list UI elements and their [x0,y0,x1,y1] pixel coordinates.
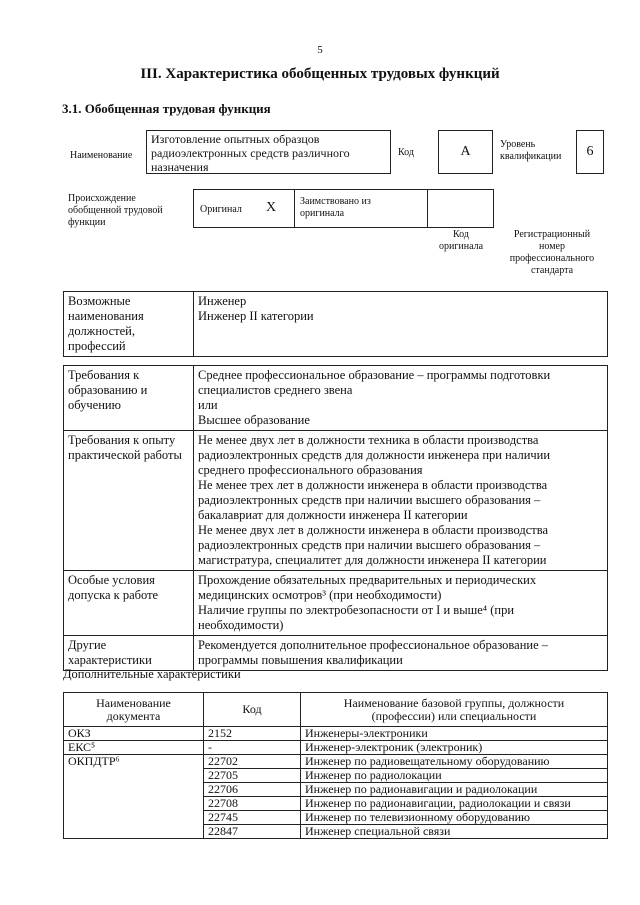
header-line: (профессии) или специальности [371,708,537,723]
label-line: образованию и [68,383,148,397]
value-line: бакалавриат для должности инженера II категории [198,508,468,522]
cell-name: Инженер по радионавигации и радиолокации [301,783,608,797]
original-label: Оригинал [200,204,242,215]
value-line: Прохождение обязательных предварительных и периодических [198,573,537,587]
positions-label-line: должностей, [68,324,135,338]
header-doc [64,693,204,727]
additional-table [63,692,608,839]
header-line: Наименование базовой группы, должности [343,695,565,710]
positions-table [63,291,608,357]
value-line: необходимости) [198,618,284,632]
borrowed-label-line: Заимствовано из [300,196,371,207]
code-original-label [436,229,486,253]
origin-label-line: обобщенной трудовой [68,205,163,216]
positions-label-line: профессий [68,339,126,353]
value-line: радиоэлектронных средств при наличии высшего образования – [198,538,541,552]
header-line: Наименование [96,695,171,710]
header-code: Код [204,693,301,727]
divider [427,190,428,227]
positions-label [64,292,194,357]
value-line: магистратура, специалитет для должности инженера II категории [198,553,547,567]
requirements-table [63,365,608,671]
level-label-line: Уровень [500,139,536,150]
origin-box [193,189,494,228]
requirements-value [194,571,608,636]
name-value-line: назначения [151,160,209,174]
cell-code: 22847 [204,825,301,839]
origin-label [68,193,163,229]
requirements-value [194,636,608,671]
cell-name: Инженер по телевизионному оборудованию [301,811,608,825]
positions-label-line: Возможные [68,294,131,308]
name-value-box [146,130,391,174]
original-mark: X [266,200,277,215]
requirements-row [64,571,608,636]
level-value: 6 [586,144,594,159]
positions-value-line: Инженер [198,294,247,308]
label-line: обучению [68,398,121,412]
value-line: Не менее двух лет в должности техника в области производства [198,433,539,447]
cell-name: Инженер специальной связи [301,825,608,839]
value-line: программы повышения квалификации [198,653,403,667]
positions-label-line: наименования [68,309,144,323]
subsection-title: 3.1. Обобщенная трудовая функция [62,101,271,116]
value-line: Не менее трех лет в должности инженера в области производства [198,478,548,492]
requirements-row [64,366,608,431]
positions-value [194,292,608,357]
table-row [64,741,608,755]
cell-code: - [204,741,301,755]
label-line: Особые условия [68,573,155,587]
label-line: Требования к опыту [68,433,176,447]
value-line: радиоэлектронных средств для должности инженера при наличии [198,448,551,462]
origin-label-line: функции [68,217,106,228]
table-row [64,727,608,741]
value-line: Высшее образование [198,413,310,427]
cell-code: 22702 [204,755,301,769]
header-line: документа [106,708,161,723]
code-label: Код [398,147,414,158]
section-title: III. Характеристика обобщенных трудовых функций [140,66,500,82]
name-value-line: радиоэлектронных средств различного [151,146,350,160]
cell-doc: ЕКС⁵ [64,741,204,755]
requirements-value [194,366,608,431]
requirements-label [64,431,194,571]
cell-name: Инженер-электроник (электроник) [301,741,608,755]
code-original-line: оригинала [438,241,484,252]
value-line: специалистов среднего звена [198,383,353,397]
additional-header-row [64,693,608,727]
code-value: A [460,144,471,159]
cell-code: 2152 [204,727,301,741]
borrowed-label-line: оригинала [300,208,345,219]
cell-code: 22708 [204,797,301,811]
requirements-row [64,636,608,671]
label-line: допуска к работе [68,588,159,602]
label-line: практической работы [68,448,182,462]
requirements-value [194,431,608,571]
requirements-label [64,366,194,431]
level-label-line: квалификации [500,151,562,162]
cell-code: 22706 [204,783,301,797]
requirements-label [64,636,194,671]
requirements-label [64,571,194,636]
header-name [301,693,608,727]
requirements-row [64,431,608,571]
cell-code: 22705 [204,769,301,783]
label-line: Другие [68,638,107,652]
label-line: характеристики [68,653,152,667]
reg-number-line: номер [539,241,565,252]
code-original-line: Код [453,229,469,240]
level-label [500,139,561,163]
value-line: медицинских осмотров³ (при необходимости) [198,588,442,602]
reg-number-label [496,229,608,277]
value-line: или [198,398,218,412]
borrowed-label [300,196,371,220]
table-row [64,755,608,769]
additional-title: Дополнительные характеристики [63,667,241,681]
positions-value-line: Инженер II категории [198,309,314,323]
label-line: Требования к [68,368,140,382]
name-value-line: Изготовление опытных образцов [151,132,320,146]
value-line: Среднее профессиональное образование – программы подготовки [198,368,551,382]
value-line: среднего профессионального образования [198,463,423,477]
value-line: Не менее двух лет в должности инженера в области производства [198,523,548,537]
value-line: Рекомендуется дополнительное профессиональное образование – [198,638,549,652]
cell-name: Инженер по радионавигации, радиолокации и связи [301,797,608,811]
divider [294,190,295,227]
cell-name: Инженеры-электроники [301,727,608,741]
level-value-box [576,130,604,174]
cell-doc: ОКЗ [64,727,204,741]
code-value-box [438,130,493,174]
origin-label-line: Происхождение [68,193,136,204]
reg-number-line: Регистрационный [513,229,591,240]
reg-number-line: профессионального [509,253,595,264]
value-line: Наличие группы по электробезопасности от I и выше⁴ (при [198,603,515,617]
value-line: радиоэлектронных средств при наличии высшего образования – [198,493,541,507]
name-label: Наименование [70,150,133,161]
page-number: 5 [317,44,323,56]
cell-doc: ОКПДТР⁶ [64,755,204,839]
cell-code: 22745 [204,811,301,825]
cell-name: Инженер по радиолокации [301,769,608,783]
reg-number-line: стандарта [530,265,574,276]
cell-name: Инженер по радиовещательному оборудованию [301,755,608,769]
